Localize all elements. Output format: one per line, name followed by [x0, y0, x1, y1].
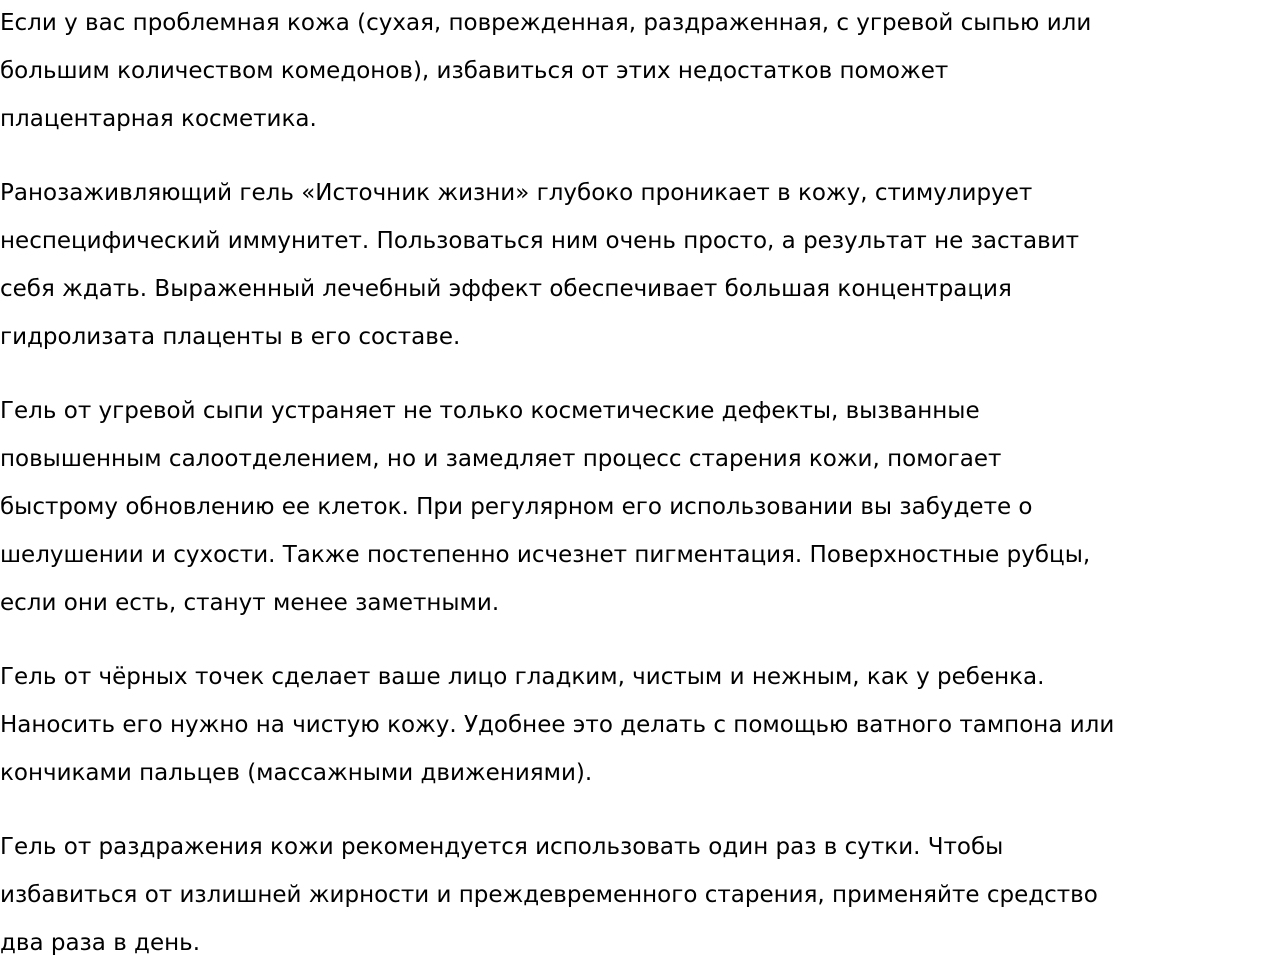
paragraph-healing-gel	[0, 169, 1270, 361]
text-line: Если у вас проблемная кожа (сухая, поврежденная, раздраженная, с угревой сыпью или	[0, 10, 1092, 36]
text-line: неспецифический иммунитет. Пользоваться ним очень просто, а результат не заставит	[0, 228, 1079, 254]
text-line: если они есть, станут менее заметными.	[0, 590, 500, 616]
text-line: Ранозаживляющий гель «Источник жизни» глубоко проникает в кожу, стимулирует	[0, 180, 1033, 206]
text-line: избавиться от излишней жирности и преждевременного старения, применяйте средство	[0, 882, 1098, 908]
text-line: два раза в день.	[0, 930, 201, 956]
text-line: шелушении и сухости. Также постепенно исчезнет пигментация. Поверхностные рубцы,	[0, 542, 1091, 568]
text-line: Наносить его нужно на чистую кожу. Удобнее это делать с помощью ватного тампона или	[0, 712, 1115, 738]
text-line: быстрому обновлению ее клеток. При регулярном его использовании вы забудете о	[0, 494, 1033, 520]
text-line: большим количеством комедонов), избавиться от этих недостатков поможет	[0, 58, 949, 84]
paragraph-irritation-gel	[0, 823, 1270, 967]
paragraph-acne-gel	[0, 387, 1270, 627]
paragraph-blackheads-gel	[0, 653, 1270, 797]
text-line: Гель от угревой сыпи устраняет не только косметические дефекты, вызванные	[0, 398, 980, 424]
text-line: повышенным салоотделением, но и замедляет процесс старения кожи, помогает	[0, 446, 1002, 472]
text-line: гидролизата плаценты в его составе.	[0, 324, 461, 350]
text-line: плацентарная косметика.	[0, 106, 317, 132]
text-line: себя ждать. Выраженный лечебный эффект обеспечивает большая концентрация	[0, 276, 1012, 302]
text-line: кончиками пальцев (массажными движениями).	[0, 760, 593, 786]
paragraph-problem-skin	[0, 0, 1270, 143]
text-line: Гель от чёрных точек сделает ваше лицо гладким, чистым и нежным, как у ребенка.	[0, 664, 1045, 690]
text-line: Гель от раздражения кожи рекомендуется использовать один раз в сутки. Чтобы	[0, 834, 1004, 860]
